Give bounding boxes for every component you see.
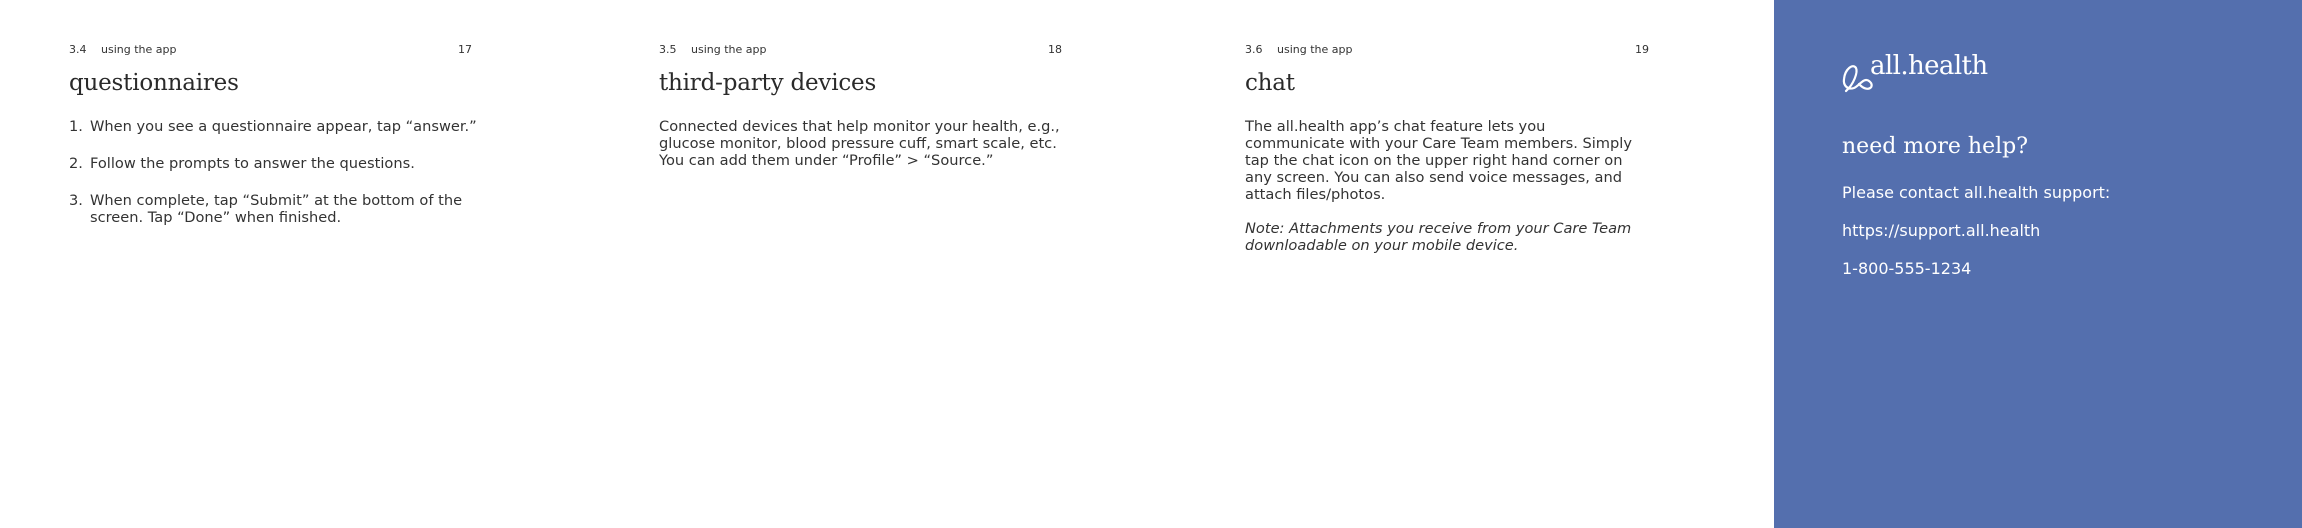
body-paragraph: Connected devices that help monitor your health, e.g., glucose monitor, blood pressure cuff, smart scale, etc. You can add them under “Profile” > “Source.” xyxy=(659,118,1060,169)
page-chat xyxy=(1176,0,1774,528)
page-header xyxy=(659,43,766,56)
steps-list xyxy=(69,118,479,226)
page-third-party-devices xyxy=(590,0,1176,528)
list-item xyxy=(69,192,479,226)
list-item xyxy=(69,155,479,172)
page-number: 17 xyxy=(458,43,472,56)
step-number: 1. xyxy=(69,118,83,135)
page-heading: chat xyxy=(1245,70,1295,96)
page-number: 19 xyxy=(1635,43,1649,56)
page-header xyxy=(69,43,176,56)
attachment-note: Note: Attachments you receive from your Care Team downloadable on your mobile device. xyxy=(1245,220,1632,254)
step-text: Follow the prompts to answer the questions. xyxy=(90,155,415,172)
page-body xyxy=(659,118,1079,186)
help-panel xyxy=(1774,0,2302,528)
page-number: 18 xyxy=(1048,43,1062,56)
section-title: using the app xyxy=(1277,43,1353,56)
section-number: 3.4 xyxy=(69,43,87,56)
list-item xyxy=(69,118,479,135)
section-title: using the app xyxy=(691,43,767,56)
step-text: When you see a questionnaire appear, tap “answer.” xyxy=(90,118,477,135)
section-number: 3.5 xyxy=(659,43,677,56)
support-link[interactable]: https://support.all.health xyxy=(1842,221,2041,240)
steps-container xyxy=(69,118,479,246)
contact-text: Please contact all.health support: xyxy=(1842,183,2111,202)
support-phone[interactable]: 1-800-555-1234 xyxy=(1842,259,1972,278)
section-title: using the app xyxy=(101,43,177,56)
section-number: 3.6 xyxy=(1245,43,1263,56)
page-questionnaires xyxy=(0,0,590,528)
step-text: When complete, tap “Submit” at the bottom of the screen. Tap “Done” when finished. xyxy=(90,192,463,226)
body-paragraph: The all.health app’s chat feature lets you communicate with your Care Team members. Simply tap the chat icon on the upper right hand corner on any screen. You can also send voice messages, and attach files/photos. xyxy=(1245,118,1632,203)
page-body xyxy=(1245,118,1645,271)
logo-text: all.health xyxy=(1870,51,1988,81)
help-heading: need more help? xyxy=(1842,134,2029,159)
step-number: 3. xyxy=(69,192,83,209)
page-heading: questionnaires xyxy=(69,70,239,96)
step-number: 2. xyxy=(69,155,83,172)
brand-logo xyxy=(1842,52,1988,94)
page-heading: third-party devices xyxy=(659,70,877,96)
page-header xyxy=(1245,43,1352,56)
